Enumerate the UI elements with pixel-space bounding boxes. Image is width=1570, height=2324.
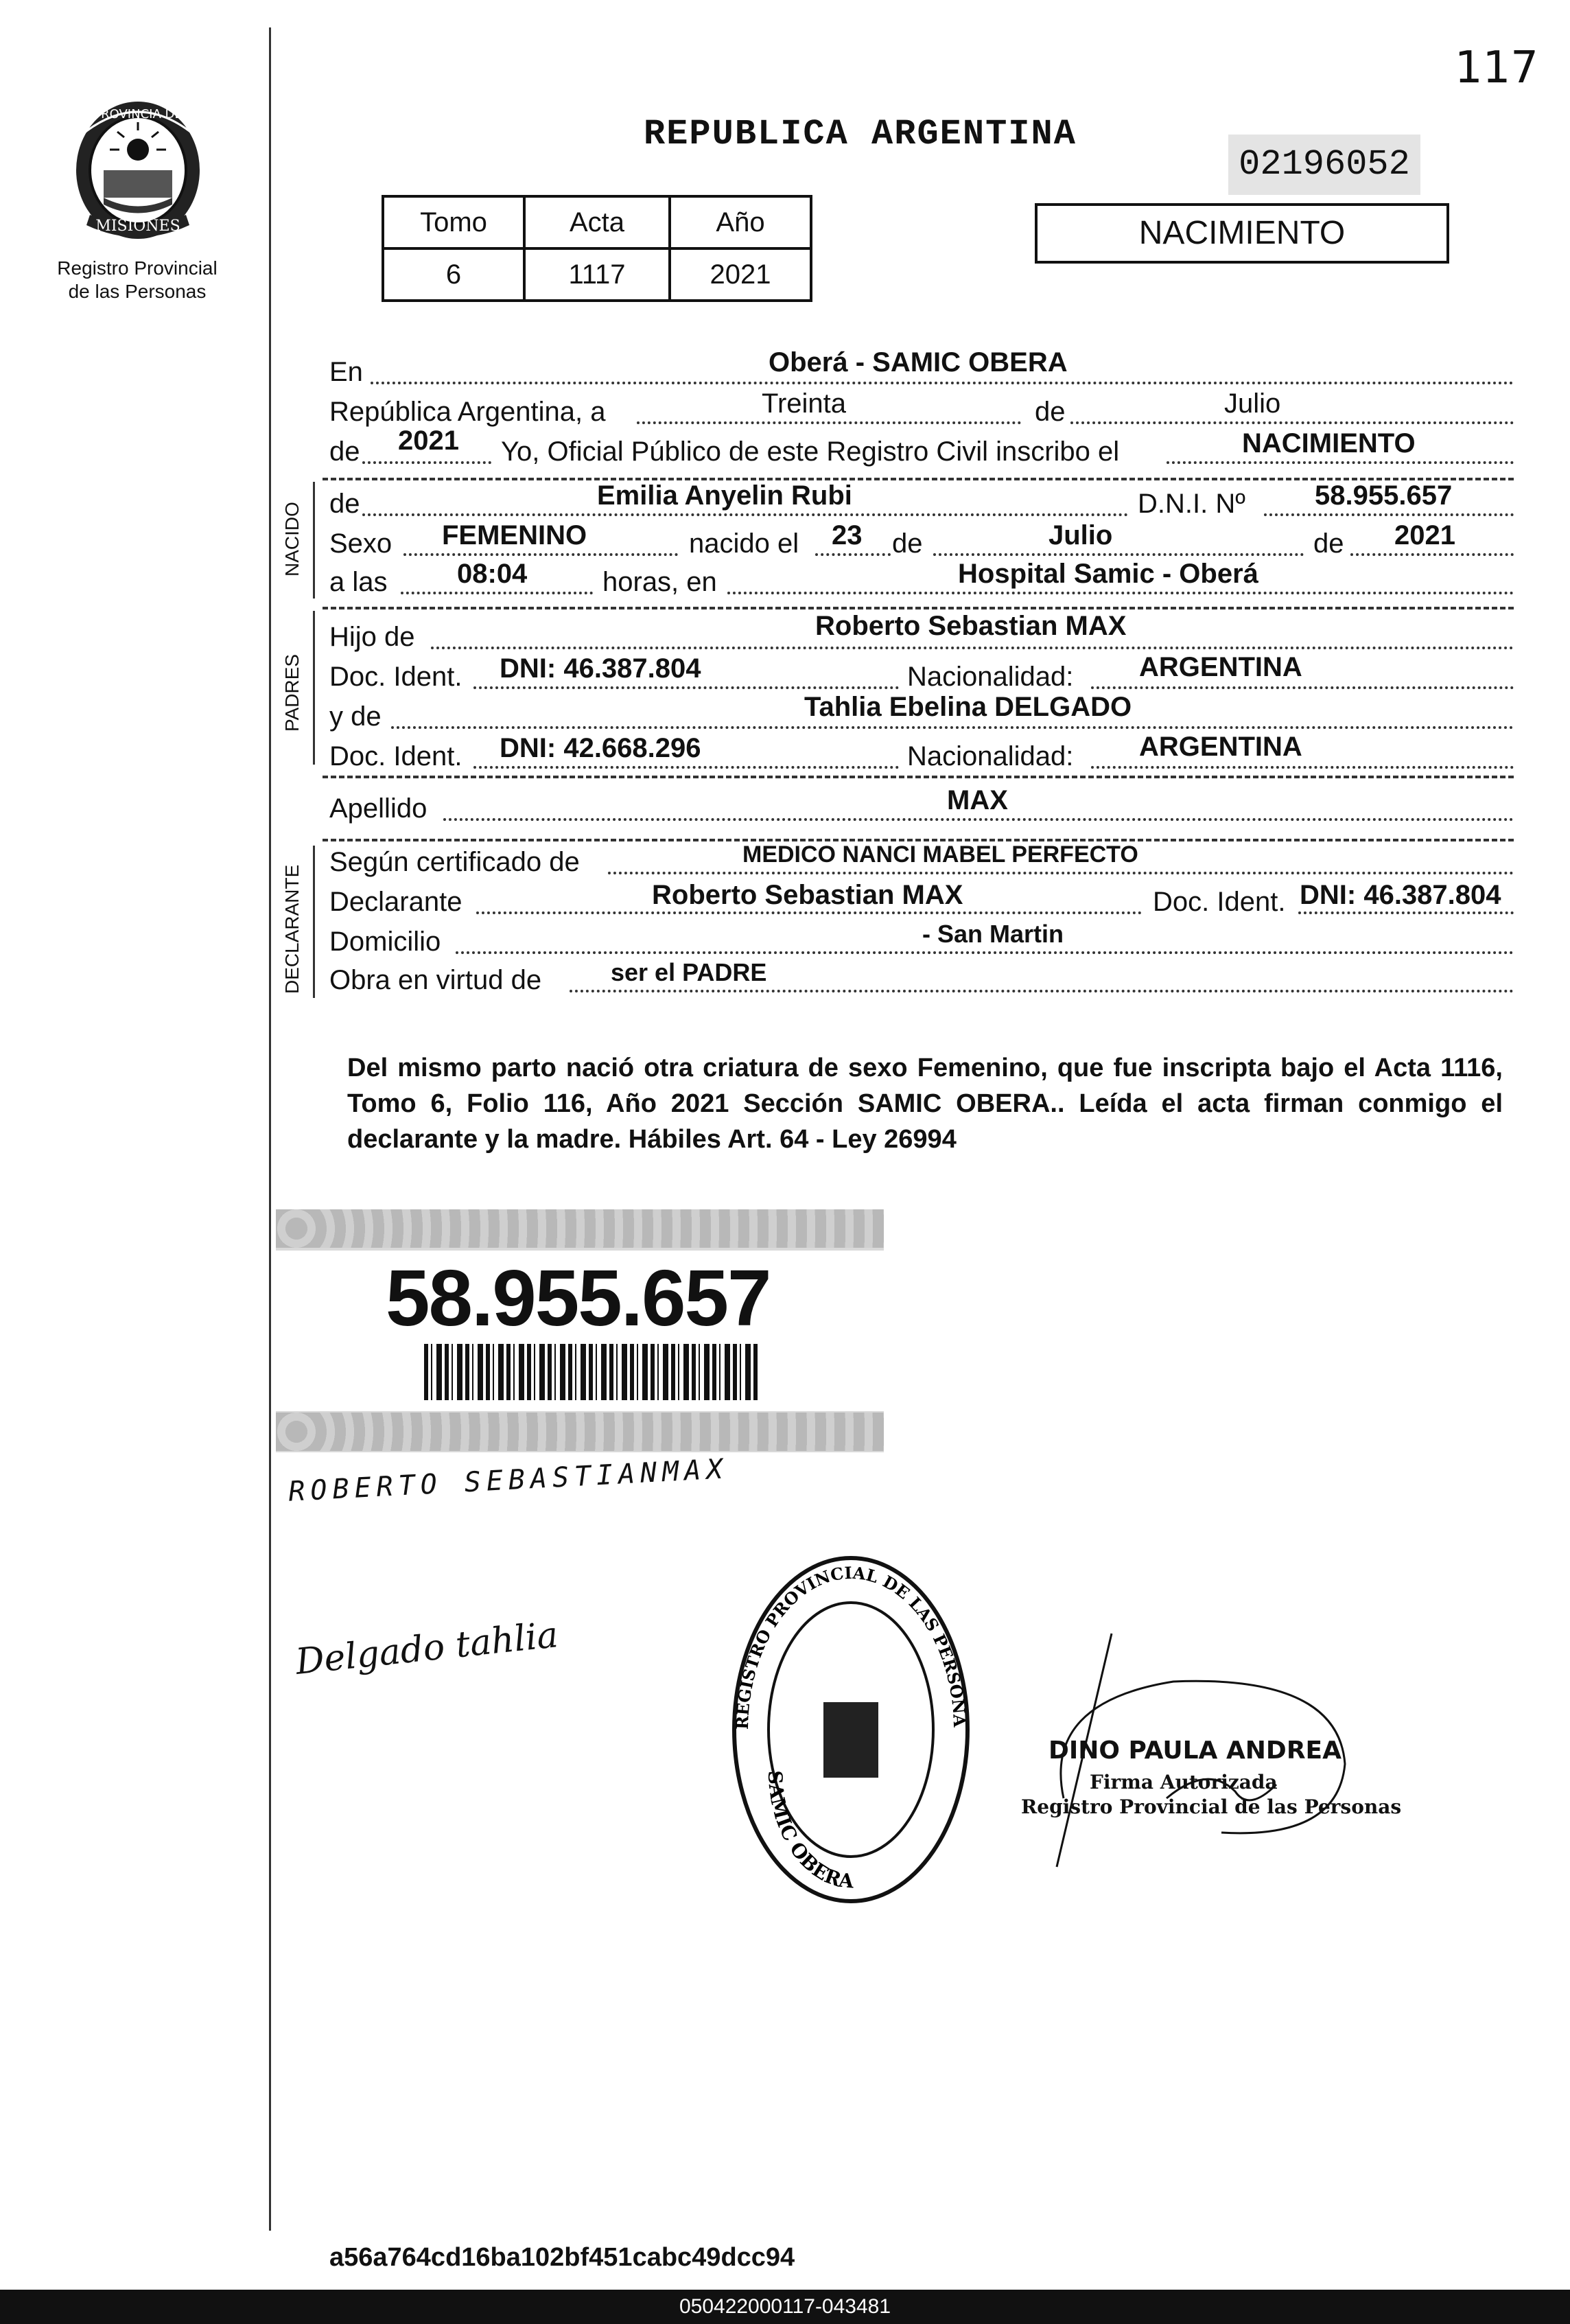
value-father-nat: ARGENTINA [1139, 652, 1302, 682]
svg-text:SAMIC OBERA: SAMIC OBERA [763, 1769, 855, 1893]
value-child-dni: 58.955.657 [1315, 480, 1453, 511]
value-birth-year: 2021 [1394, 520, 1455, 550]
label-yde: y de [329, 701, 382, 732]
book-value-tomo: 6 [383, 248, 524, 301]
dots-capacity [570, 990, 1514, 992]
official-name: DINO PAULA ANDREA [1048, 1736, 1341, 1765]
value-birth-place: Hospital Samic - Oberá [958, 559, 1258, 589]
value-declarant: Roberto Sebastian MAX [652, 880, 963, 910]
book-table-header-row [383, 196, 811, 248]
official-org: Registro Provincial de las Personas [1021, 1796, 1402, 1818]
label-de-year: de [329, 437, 360, 467]
dni-sticker [276, 1209, 884, 1452]
label-en: En [329, 357, 363, 387]
mother-handwritten-signature: Delgado tahlia [293, 1614, 561, 1683]
agency-caption [41, 257, 233, 303]
label-de-child: de [329, 489, 360, 519]
value-child-name: Emilia Anyelin Rubi [597, 480, 852, 511]
dots-mother [391, 726, 1514, 729]
separator-3 [323, 776, 1514, 778]
value-father-doc: DNI: 46.387.804 [500, 653, 701, 684]
value-place: Oberá - SAMIC OBERA [769, 347, 1068, 377]
value-declarant-doc: DNI: 46.387.804 [1300, 880, 1501, 910]
label-nat-father: Nacionalidad: [907, 662, 1074, 692]
declarante-bar [313, 846, 315, 998]
value-birth-time: 08:04 [457, 559, 528, 589]
agency-caption-line1: Registro Provincial [57, 257, 218, 279]
label-nacido: nacido el [689, 528, 799, 559]
label-de-birth-month: de [892, 528, 923, 559]
province-emblem-icon [66, 95, 210, 246]
value-reg-month: Julio [1224, 388, 1281, 419]
dots-birth-day [815, 553, 891, 556]
label-dni: D.N.I. Nº [1138, 489, 1245, 519]
dots-father-nat [1091, 686, 1514, 689]
label-hijo: Hijo de [329, 622, 415, 652]
dots-en [371, 382, 1514, 384]
separator-2 [323, 607, 1514, 609]
label-doc-declarant: Doc. Ident. [1153, 887, 1286, 917]
dots-surname [443, 818, 1514, 821]
value-reg-day: Treinta [762, 388, 847, 419]
dots-declarant-doc [1298, 911, 1514, 914]
label-domicilio: Domicilio [329, 927, 441, 957]
value-mother: Tahlia Ebelina DELGADO [804, 692, 1132, 722]
registry-seal-icon [720, 1544, 981, 1915]
dots-birth-place [727, 592, 1514, 594]
dots-domicile [456, 951, 1514, 954]
value-mother-doc: DNI: 42.668.296 [500, 733, 701, 763]
barcode-icon [424, 1344, 758, 1400]
margin-line [269, 27, 271, 2231]
side-label-padres: PADRES [281, 653, 303, 732]
document-hash: a56a764cd16ba102bf451cabc49dcc94 [329, 2243, 795, 2272]
value-certificate: MEDICO NANCI MABEL PERFECTO [742, 841, 1138, 868]
dots-mother-doc [473, 766, 899, 769]
dots-father [431, 647, 1514, 649]
agency-caption-line2: de las Personas [68, 281, 207, 302]
dots-declarant [476, 911, 1142, 914]
value-domicile: - San Martin [922, 920, 1064, 948]
value-reg-year: 2021 [398, 426, 459, 456]
dots-birth-year [1350, 553, 1514, 556]
svg-text:REGISTRO PROVINCIAL DE LAS PER: REGISTRO PROVINCIAL DE LAS PERSONA [731, 1562, 970, 1730]
label-yo: Yo, Oficial Público de este Registro Civil inscribo el [501, 437, 1120, 467]
book-header-ano: Año [670, 196, 811, 248]
book-table [382, 195, 812, 302]
label-sexo: Sexo [329, 528, 392, 559]
dots-reg-month [1070, 421, 1514, 424]
book-header-tomo: Tomo [383, 196, 524, 248]
dots-reg-year [362, 461, 491, 464]
value-surname: MAX [947, 785, 1008, 815]
dots-mother-nat [1091, 766, 1514, 769]
label-republica: República Argentina, a [329, 397, 606, 427]
value-birth-day: 23 [832, 520, 863, 550]
sticker-band-top [276, 1209, 884, 1248]
value-sex: FEMENINO [442, 520, 587, 550]
father-handwritten-signature: ROBERTO SEBASTIANMAX [288, 1453, 729, 1508]
dots-sex [403, 553, 678, 556]
serial-number: 02196052 [1228, 135, 1420, 195]
label-doc-mother: Doc. Ident. [329, 741, 462, 771]
footer-code: 050422000117-043481 [0, 2290, 1570, 2324]
value-birth-month: Julio [1048, 520, 1113, 550]
dots-act [1167, 461, 1514, 464]
side-label-nacido: NACIDO [281, 502, 303, 577]
twin-birth-note: Del mismo parto nació otra criatura de sexo Femenino, que fue inscripta bajo el Acta 1116, Tomo 6, Folio 116, Año 2021 Sección SAMIC OBERA.. Leída el acta firman conmigo el declarante y la madre. Hábiles Art. 64 - Ley 26994 [347, 1054, 1503, 1154]
dots-father-doc [473, 686, 899, 689]
dots-birth-time [401, 592, 593, 594]
label-nat-mother: Nacionalidad: [907, 741, 1074, 771]
label-alas: a las [329, 567, 388, 597]
svg-text:MISIONES: MISIONES [95, 218, 180, 235]
book-value-acta: 1117 [524, 248, 670, 301]
dots-child-name [362, 513, 1128, 516]
page-number: 117 [1454, 43, 1538, 93]
label-obra: Obra en virtud de [329, 965, 542, 995]
label-doc-father: Doc. Ident. [329, 662, 462, 692]
dots-reg-day [637, 421, 1021, 424]
sticker-dni-number: 58.955.657 [386, 1253, 771, 1343]
book-table-value-row [383, 248, 811, 301]
document-title: REPUBLICA ARGENTINA [644, 114, 1077, 154]
label-de-month: de [1035, 397, 1066, 427]
value-mother-nat: ARGENTINA [1139, 732, 1302, 762]
nacido-bar [313, 482, 315, 599]
label-declarante: Declarante [329, 887, 462, 917]
label-segun: Según certificado de [329, 847, 580, 877]
label-horas: horas, en [602, 567, 717, 597]
dots-child-dni [1264, 513, 1514, 516]
side-label-declarante: DECLARANTE [281, 864, 303, 994]
value-father: Roberto Sebastian MAX [815, 611, 1127, 641]
dots-birth-month [933, 553, 1304, 556]
label-de-birth-year: de [1313, 528, 1344, 559]
book-header-acta: Acta [524, 196, 670, 248]
official-title: Firma Autorizada [1090, 1771, 1278, 1793]
label-apellido: Apellido [329, 793, 427, 824]
value-capacity: ser el PADRE [611, 958, 767, 986]
padres-bar [313, 611, 315, 765]
dots-certificate [608, 872, 1514, 874]
sticker-band-bottom [276, 1413, 884, 1451]
svg-text:PROVINCIA DE: PROVINCIA DE [93, 107, 183, 121]
book-value-ano: 2021 [670, 248, 811, 301]
value-act: NACIMIENTO [1242, 428, 1416, 458]
record-type-box: NACIMIENTO [1035, 203, 1449, 264]
